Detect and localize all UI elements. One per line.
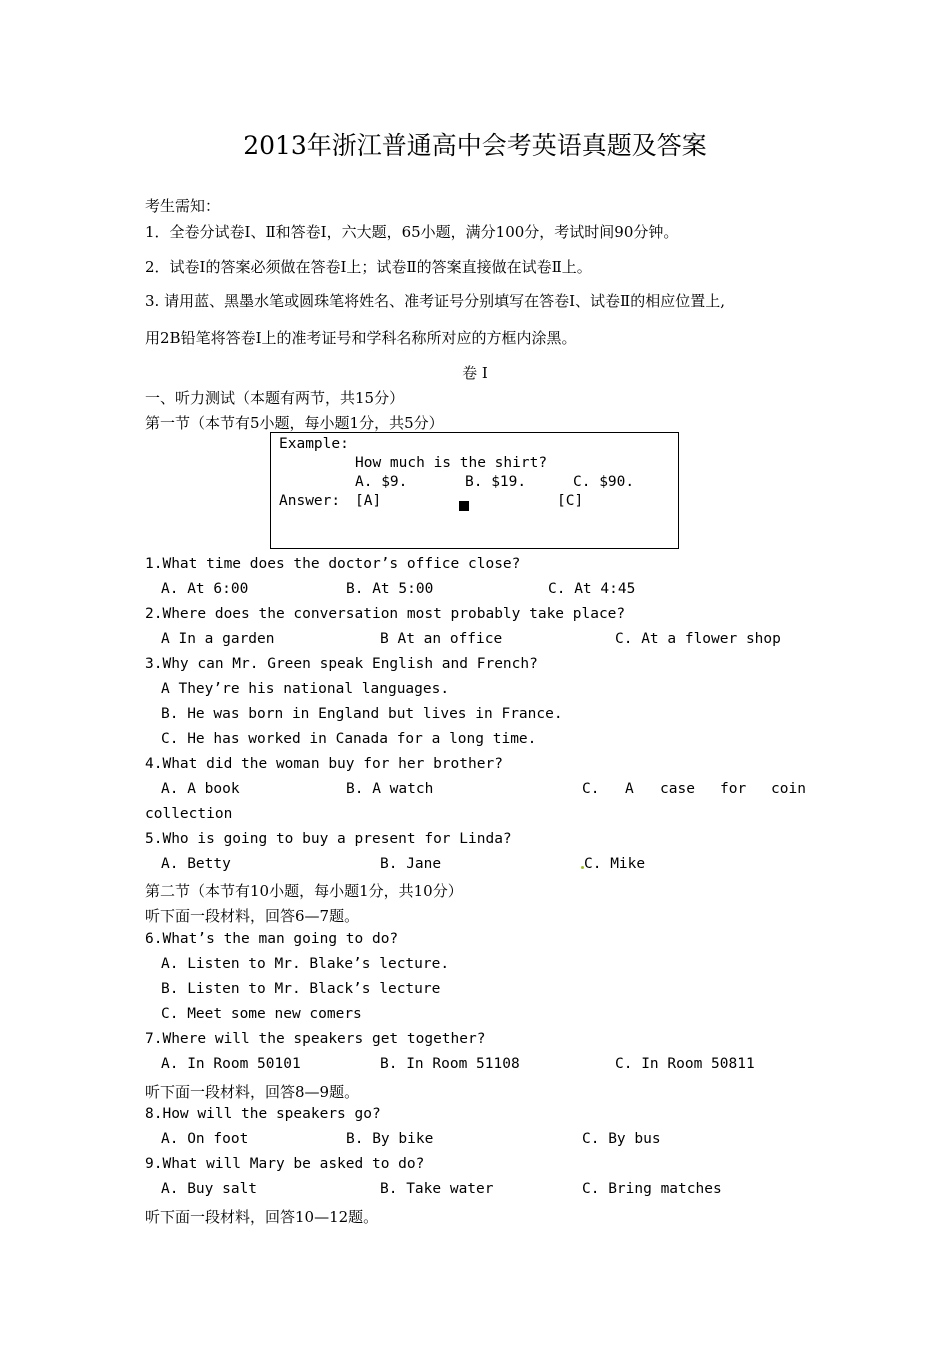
question-8: 8.How will the speakers go? <box>145 1106 381 1122</box>
option: C. He has worked in Canada for a long time. <box>161 731 537 747</box>
option: C. By bus <box>582 1131 661 1147</box>
option: C. Mike <box>584 856 646 872</box>
option-continued: collection <box>145 806 233 822</box>
example-question: How much is the shirt? <box>355 455 548 471</box>
part-one-heading: 一、听力测试（本题有两节，共15分） <box>145 389 405 407</box>
answer-filled-mark <box>459 496 469 515</box>
option: A. Listen to Mr. Blake’s lecture. <box>161 956 450 972</box>
option: B. Take water <box>380 1181 494 1197</box>
notice-item: 1．全卷分试卷Ⅰ、Ⅱ和答卷Ⅰ，六大题，65小题，满分100分，考试时间90分钟。 <box>145 223 679 241</box>
option: A. Betty <box>161 856 231 872</box>
notice-heading: 考生需知： <box>145 197 221 215</box>
question-3: 3.Why can Mr. Green speak English and French? <box>145 656 538 672</box>
question-1: 1.What time does the doctor’s office close? <box>145 556 521 572</box>
example-option-b: B. $19. <box>465 474 527 490</box>
example-option-a: A. $9. <box>355 474 408 490</box>
option: A They’re his national languages. <box>161 681 450 697</box>
option: C. <box>582 781 600 797</box>
instruction: 听下面一段材料，回答6—7题。 <box>145 907 360 925</box>
option: C. Meet some new comers <box>161 1006 362 1022</box>
option: C. At a flower shop <box>615 631 781 647</box>
option: A In a garden <box>161 631 275 647</box>
example-label: Example: <box>279 436 349 452</box>
option: B. He was born in England but lives in France. <box>161 706 563 722</box>
option: B. Listen to Mr. Black’s lecture <box>161 981 441 997</box>
option: for <box>720 781 747 797</box>
option: A. On foot <box>161 1131 249 1147</box>
instruction: 听下面一段材料，回答8—9题。 <box>145 1083 360 1101</box>
example-answer-label: Answer: <box>279 493 341 509</box>
question-2: 2.Where does the conversation most probably take place? <box>145 606 626 622</box>
section-one-heading: 第一节（本节有5小题，每小题1分，共5分） <box>145 414 444 432</box>
option: A. A book <box>161 781 240 797</box>
option: A. Buy salt <box>161 1181 258 1197</box>
option: B. At 5:00 <box>346 581 434 597</box>
question-7: 7.Where will the speakers get together? <box>145 1031 486 1047</box>
section-two-heading: 第二节（本节有10小题，每小题1分，共10分） <box>145 882 463 900</box>
option: A. At 6:00 <box>161 581 249 597</box>
option: B. By bike <box>346 1131 434 1147</box>
notice-item: 2．试卷Ⅰ的答案必须做在答卷Ⅰ上；试卷Ⅱ的答案直接做在试卷Ⅱ上。 <box>145 258 592 276</box>
option: C. Bring matches <box>582 1181 722 1197</box>
option: C. At 4:45 <box>548 581 636 597</box>
notice-item: 用2B铅笔将答卷Ⅰ上的准考证号和学科名称所对应的方框内涂黑。 <box>145 329 577 347</box>
notice-item: 3. 请用蓝、黑墨水笔或圆珠笔将姓名、准考证号分别填写在答卷Ⅰ、试卷Ⅱ的相应位置上, <box>145 292 725 310</box>
example-answer-a: [A] <box>355 493 382 509</box>
option: B. In Room 51108 <box>380 1056 520 1072</box>
option: B At an office <box>380 631 503 647</box>
option: B. A watch <box>346 781 434 797</box>
question-9: 9.What will Mary be asked to do? <box>145 1156 425 1172</box>
question-4: 4.What did the woman buy for her brother? <box>145 756 503 772</box>
option: C. In Room 50811 <box>615 1056 755 1072</box>
example-option-c: C. $90. <box>573 474 635 490</box>
question-5: 5.Who is going to buy a present for Linda? <box>145 831 512 847</box>
question-6: 6.What’s the man going to do? <box>145 931 399 947</box>
option: case <box>660 781 695 797</box>
example-answer-c: [C] <box>557 493 584 509</box>
option: A <box>625 781 634 797</box>
page-title: 2013年浙江普通高中会考英语真题及答案 <box>243 131 707 160</box>
instruction: 听下面一段材料，回答10—12题。 <box>145 1208 379 1226</box>
option: coin <box>771 781 806 797</box>
volume-heading: 卷 Ⅰ <box>462 364 488 382</box>
option: A. In Room 50101 <box>161 1056 301 1072</box>
option: B. Jane <box>380 856 442 872</box>
